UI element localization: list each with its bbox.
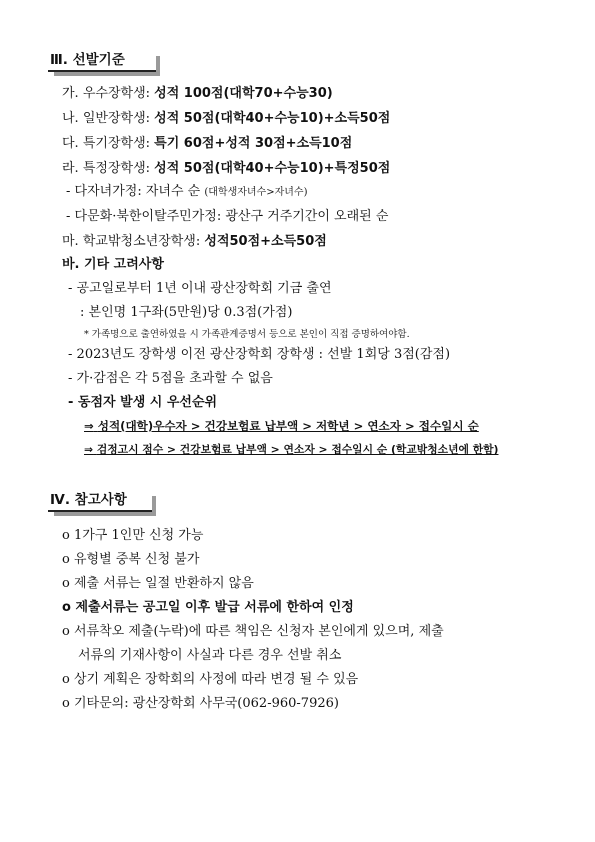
note-item	[62, 671, 358, 689]
section-4-title: Ⅳ. 참고사항	[50, 492, 127, 508]
sub-text: 다자녀가정: 자녀수 순	[74, 184, 205, 199]
sub-note: (대학생자녀수>자녀수)	[204, 187, 308, 198]
bullet-icon: o	[62, 696, 70, 711]
priority-text: 성적(대학)우수자 > 건강보험료 납부액 > 저학년 > 연소자 > 접수일시 순	[97, 419, 479, 433]
priority-line-1	[84, 417, 479, 435]
item-label: 특기장학생:	[82, 136, 155, 151]
bullet-icon: o	[62, 624, 70, 639]
item-label: 우수장학생:	[82, 86, 155, 101]
note-item	[62, 695, 339, 713]
item-title: 기타 고려사항	[84, 257, 164, 272]
heading-shadow	[54, 72, 160, 76]
note-item	[62, 623, 444, 641]
item-criteria: 성적 50점(대학40+수능10)+특정50점	[154, 161, 391, 176]
ba-text: : 본인명 1구좌(5만원)당 0.3점(가점)	[80, 305, 293, 320]
criteria-item-ba	[62, 256, 164, 274]
note-text: 상기 계획은 장학회의 사정에 따라 변경 될 수 있음	[73, 672, 359, 687]
item-mark: 가.	[62, 86, 79, 101]
bullet-icon: o	[62, 576, 70, 591]
bullet-icon: o	[62, 528, 70, 543]
ba-line-points	[80, 304, 292, 322]
item-mark: 라.	[62, 161, 79, 176]
section-3-heading	[48, 50, 160, 76]
item-criteria: 성적 100점(대학70+수능30)	[154, 86, 333, 101]
dash: -	[68, 371, 73, 386]
sub-multi-child	[66, 183, 307, 202]
item-label: 학교밖청소년장학생:	[82, 234, 205, 249]
criteria-item-ma	[62, 233, 327, 251]
ba-line-fund	[68, 280, 332, 298]
note-text: 기타문의: 광산장학회 사무국(062-960-7926)	[73, 696, 339, 711]
dash: -	[68, 281, 73, 296]
sub-multicultural	[66, 208, 388, 226]
criteria-item-da	[62, 135, 352, 153]
note-item	[62, 575, 254, 593]
heading-shadow-side	[156, 56, 160, 76]
double-arrow-icon: ⇒	[84, 419, 94, 433]
dash: -	[66, 209, 71, 224]
section-4-heading	[48, 490, 156, 516]
note-item-continuation	[78, 647, 341, 665]
ba-text: 동점자 발생 시 우선순위	[77, 395, 218, 410]
criteria-item-na	[62, 110, 390, 128]
note-text: 서류의 기재사항이 사실과 다른 경우 선발 취소	[78, 648, 342, 663]
note-item	[62, 551, 199, 569]
ba-line-tie	[68, 394, 217, 412]
heading-shadow-side	[152, 496, 156, 516]
item-mark: 다.	[62, 136, 79, 151]
criteria-item-ra	[62, 160, 390, 178]
ba-note: * 가족명으로 출연하였을 시 가족관계증명서 등으로 본인이 직접 증명하여야함.	[84, 329, 410, 340]
item-criteria: 성적 50점(대학40+수능10)+소득50점	[154, 111, 391, 126]
bullet-icon: o	[62, 552, 70, 567]
note-text: 제출서류는 공고일 이후 발급 서류에 한하여 인정	[75, 600, 354, 615]
item-mark: 나.	[62, 111, 79, 126]
section-3-title: Ⅲ. 선발기준	[50, 52, 125, 68]
note-text: 1가구 1인만 신청 가능	[73, 528, 204, 543]
note-item	[62, 527, 203, 545]
dash: -	[68, 347, 73, 362]
item-mark: 마.	[62, 234, 79, 249]
item-label: 특정장학생:	[82, 161, 155, 176]
note-text: 서류착오 제출(누락)에 따른 책임은 신청자 본인에게 있으며, 제출	[73, 624, 444, 639]
priority-line-2	[84, 441, 499, 459]
criteria-item-ga	[62, 85, 333, 103]
item-criteria: 성적50점+소득50점	[204, 234, 327, 249]
heading-shadow	[54, 512, 156, 516]
bullet-icon: o	[62, 672, 70, 687]
ba-line-limit	[68, 370, 273, 388]
note-text: 제출 서류는 일절 반환하지 않음	[73, 576, 254, 591]
note-text: 유형별 중복 신청 불가	[73, 552, 200, 567]
ba-text: 2023년도 장학생 이전 광산장학회 장학생 : 선발 1회당 3점(감점)	[76, 347, 451, 362]
bullet-icon: o	[62, 600, 71, 615]
priority-text: 검정고시 점수 > 건강보험료 납부액 > 연소자 > 접수일시 순 (학교밖청소년에 한함)	[96, 443, 499, 456]
dash: -	[68, 395, 74, 410]
item-label: 일반장학생:	[82, 111, 155, 126]
ba-line-previous	[68, 346, 450, 364]
item-mark: 바.	[62, 257, 80, 272]
ba-text: 공고일로부터 1년 이내 광산장학회 기금 출연	[76, 281, 332, 296]
sub-text: 다문화·북한이탈주민가정: 광산구 거주기간이 오래된 순	[74, 209, 389, 224]
item-criteria: 특기 60점+성적 30점+소득10점	[154, 136, 353, 151]
dash: -	[66, 184, 71, 199]
note-item	[62, 599, 354, 617]
double-arrow-icon: ⇒	[84, 443, 94, 456]
ba-text: 가·감점은 각 5점을 초과할 수 없음	[76, 371, 273, 386]
ba-line-note	[84, 326, 410, 344]
